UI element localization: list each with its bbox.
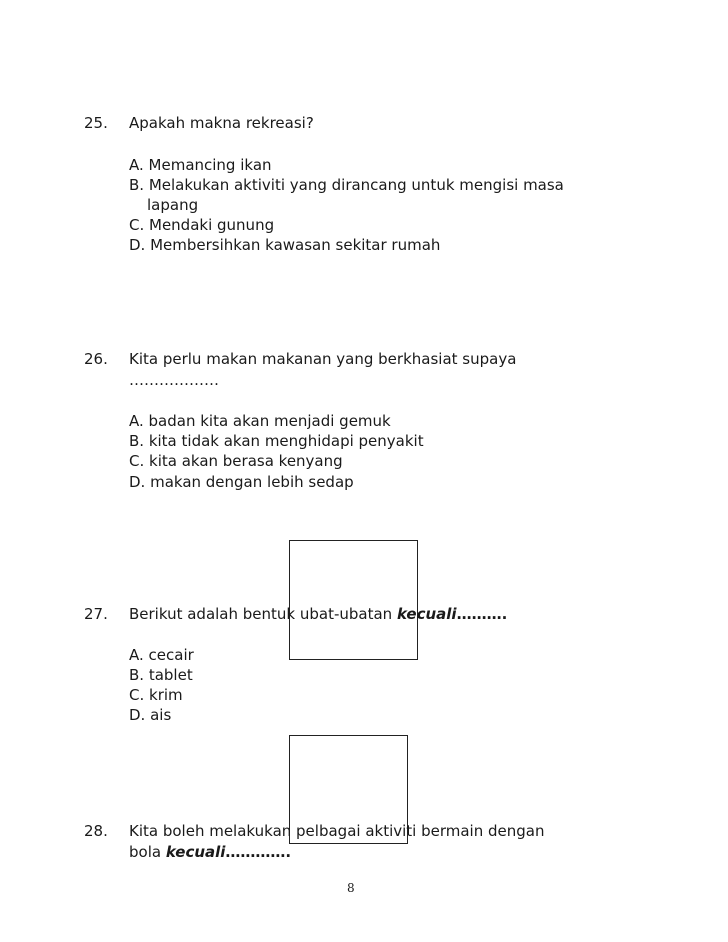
option-b-continued: lapang — [147, 196, 199, 214]
option-b: B. kita tidak akan menghidapi penyakit — [129, 432, 424, 450]
question-number: 27. — [84, 605, 108, 623]
answer-dots: …………. — [225, 843, 292, 861]
option-d: D. Membersihkan kawasan sekitar rumah — [129, 236, 441, 254]
question-text-dots: ……………… — [129, 371, 219, 389]
option-b: B. tablet — [129, 666, 193, 684]
question-number: 25. — [84, 114, 108, 132]
option-d: D. ais — [129, 706, 172, 724]
question-text-main: bola — [129, 843, 166, 861]
page-number: 8 — [347, 881, 355, 895]
question-text: Apakah makna rekreasi? — [129, 114, 314, 132]
option-a: A. Memancing ikan — [129, 156, 272, 174]
question-text-line2 — [129, 842, 291, 862]
option-c: C. Mendaki gunung — [129, 216, 275, 234]
keyword-kecuali: kecuali — [165, 843, 226, 861]
question-text: Kita perlu makan makanan yang berkhasiat supaya — [129, 350, 517, 368]
question-number: 26. — [84, 350, 108, 368]
option-a: A. badan kita akan menjadi gemuk — [129, 412, 391, 430]
option-c: C. kita akan berasa kenyang — [129, 452, 343, 470]
image-placeholder-box — [289, 540, 418, 660]
question-text: Kita boleh melakukan pelbagai aktiviti bermain dengan — [129, 822, 545, 840]
option-b: B. Melakukan aktiviti yang dirancang untuk mengisi masa — [129, 176, 564, 194]
keyword-kecuali: kecuali — [396, 605, 457, 623]
option-d: D. makan dengan lebih sedap — [129, 473, 354, 491]
option-a: A. cecair — [129, 646, 194, 664]
answer-dots: ………. — [456, 605, 508, 623]
option-c: C. krim — [129, 686, 183, 704]
question-number: 28. — [84, 822, 108, 840]
question-text — [129, 604, 507, 624]
question-text-main: Berikut adalah bentuk ubat-ubatan — [129, 605, 397, 623]
